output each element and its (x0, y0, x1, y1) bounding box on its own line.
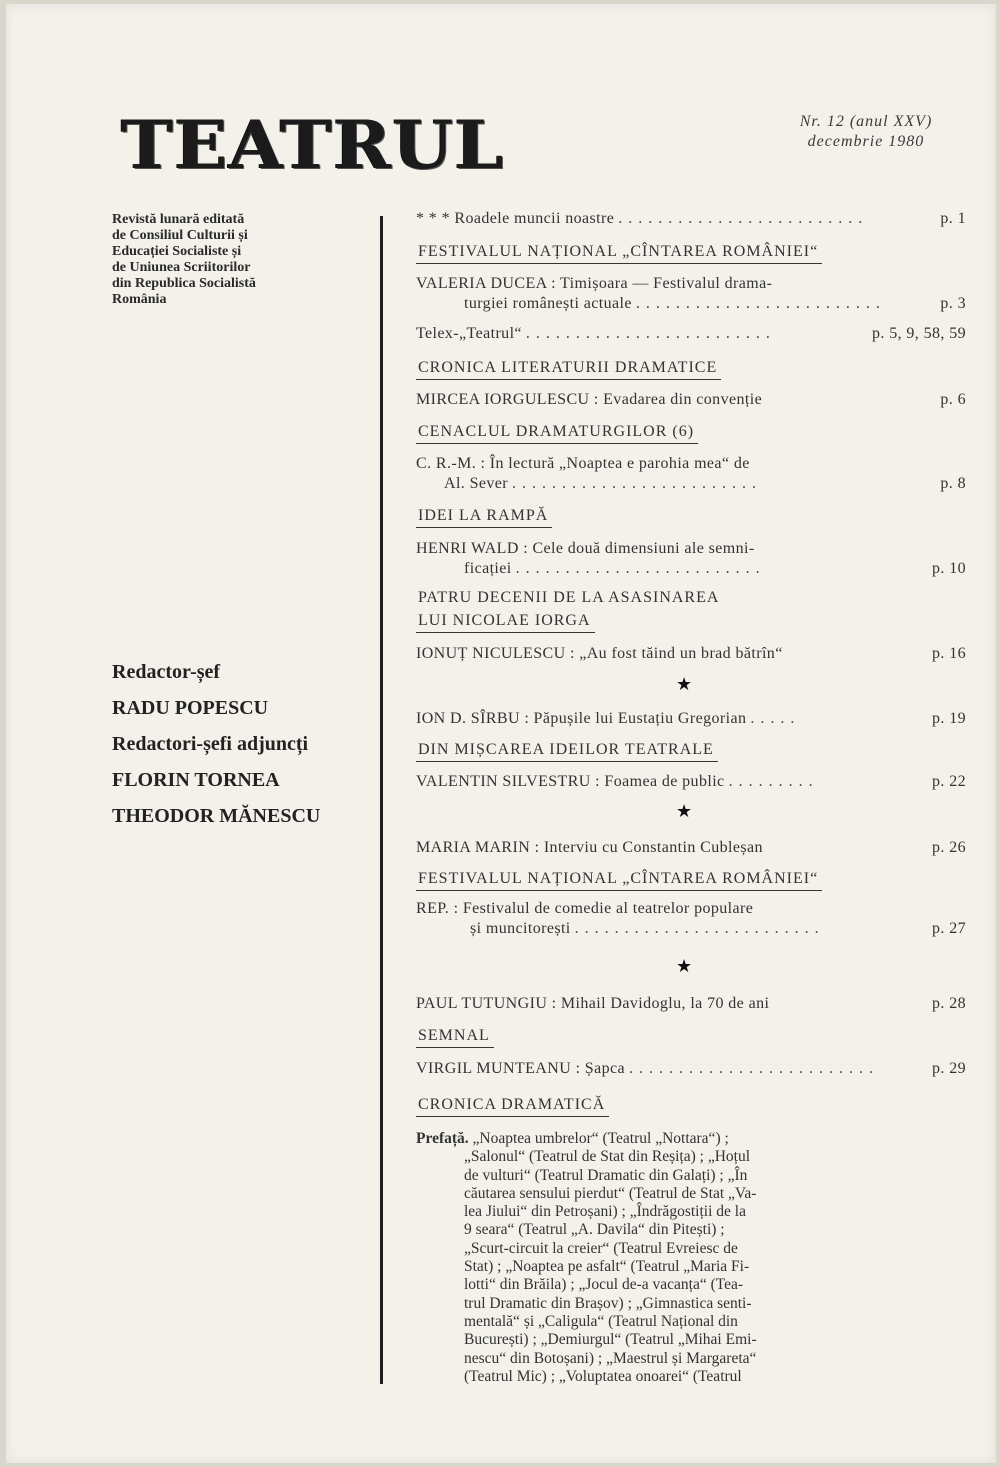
preface-line: „Noaptea umbrelor“ (Teatrul „Nottara“) ; (472, 1130, 729, 1147)
magazine-page (6, 4, 996, 1463)
preface-paragraph (416, 1130, 906, 1386)
issue-info (751, 112, 981, 152)
toc-entry[interactable]: MARIA MARIN : Interviu cu Constantin Cubleșan p. 26 (416, 839, 966, 856)
preface-line: (Teatrul Mic) ; „Voluptatea onoarei“ (Teatrul (464, 1367, 742, 1385)
publisher-line: de Uniunea Scriitorilor (112, 260, 251, 275)
issue-number: Nr. 12 (anul XXV) (799, 113, 933, 130)
section-heading: SEMNAL (416, 1026, 494, 1048)
section-heading: CRONICA DRAMATICĂ (416, 1095, 609, 1117)
publisher-block (112, 212, 357, 308)
publisher-line: Educației Socialiste și (112, 244, 242, 259)
section-heading: IDEI LA RAMPĂ (416, 506, 552, 528)
publisher-line: din Republica Socialistă (112, 276, 256, 291)
toc-entry[interactable]: HENRI WALD : Cele două dimensiuni ale semni- ficației ......................... p. 10 (416, 540, 966, 577)
preface-line: lea Jiului“ din Petroșani) ; „Îndrăgostiții de la (464, 1203, 746, 1221)
preface-line: București) ; „Demiurgul“ (Teatrul „Mihai Emi- (464, 1331, 757, 1349)
star-separator: ★ (676, 674, 693, 694)
toc-entry[interactable]: ION D. SÎRBU : Păpușile lui Eustațiu Gregorian ..... p. 19 (416, 710, 966, 727)
preface-label: Prefață. (416, 1130, 469, 1147)
preface-line: de vulturi“ (Teatrul Dramatic din Galați) ; „În (464, 1166, 748, 1184)
publisher-line: de Consiliul Culturii și (112, 228, 248, 243)
staff-role: Redactori-șefi adjuncți (112, 733, 309, 755)
section-heading: FESTIVALUL NAȚIONAL „CÎNTAREA ROMÂNIEI“ (416, 869, 822, 891)
column-divider (380, 216, 383, 1384)
toc-entry[interactable]: * * * Roadele muncii noastre ......................... p. 1 (416, 210, 966, 227)
section-heading: PATRU DECENII DE LA ASASINAREA (418, 589, 720, 606)
toc-entry[interactable]: IONUȚ NICULESCU : „Au fost tăind un brad bătrîn“ p. 16 (416, 645, 966, 662)
toc-entry[interactable]: VALERIA DUCEA : Timișoara — Festivalul drama- turgiei românești actuale ......................... p. 3 (416, 275, 966, 312)
masthead-title: TEATRUL (121, 105, 505, 185)
preface-line: nescu“ din Botoșani) ; „Maestrul și Margareta“ (464, 1349, 757, 1367)
section-heading: CENACLUL DRAMATURGILOR (6) (416, 422, 698, 444)
star-separator: ★ (676, 956, 693, 976)
publisher-line: Revistă lunară editată (112, 212, 245, 227)
section-heading: DIN MIȘCAREA IDEILOR TEATRALE (416, 740, 718, 762)
staff-name: FLORIN TORNEA (112, 769, 280, 791)
section-heading: LUI NICOLAE IORGA (416, 611, 595, 633)
preface-line: trul Dramatic din Brașov) ; „Gimnastica senti- (464, 1294, 752, 1312)
section-heading: CRONICA LITERATURII DRAMATICE (416, 358, 721, 380)
toc-entry[interactable]: C. R.-M. : În lectură „Noaptea e parohia mea“ de Al. Sever ......................... p. 8 (416, 455, 966, 492)
staff-name: RADU POPESCU (112, 697, 269, 719)
preface-line: „Salonul“ (Teatrul de Stat din Reșița) ; „Hoțul (464, 1148, 751, 1166)
toc-entry[interactable]: MIRCEA IORGULESCU : Evadarea din convenție p. 6 (416, 391, 966, 408)
preface-line: 9 seara“ (Teatrul „A. Davila“ din Pitești) ; (464, 1221, 725, 1239)
toc-entry[interactable]: VALENTIN SILVESTRU : Foamea de public ......... p. 22 (416, 773, 966, 790)
preface-line: mentală“ și „Caligula“ (Teatrul Național din (464, 1312, 738, 1330)
preface-line: căutarea sensului pierdut“ (Teatrul de Stat „Va- (464, 1184, 757, 1202)
publisher-line: România (112, 292, 167, 307)
preface-line: „Scurt-circuit la creier“ (Teatrul Evreiesc de (464, 1239, 738, 1257)
toc-entry[interactable]: REP. : Festivalul de comedie al teatrelor populare și muncitorești ......................... p. 27 (416, 900, 966, 937)
toc-entry[interactable]: VIRGIL MUNTEANU : Șapca ......................... p. 29 (416, 1060, 966, 1077)
star-separator: ★ (676, 801, 693, 821)
toc-entry[interactable]: PAUL TUTUNGIU : Mihail Davidoglu, la 70 de ani p. 28 (416, 995, 966, 1012)
issue-date: decembrie 1980 (807, 133, 925, 150)
toc-entry[interactable]: Telex-„Teatrul“ ......................... p. 5, 9, 58, 59 (416, 325, 966, 342)
editorial-staff (112, 654, 372, 834)
preface-line: lotti“ din Brăila) ; „Jocul de-a vacanța“ (Tea- (464, 1276, 744, 1294)
section-heading: FESTIVALUL NAȚIONAL „CÎNTAREA ROMÂNIEI“ (416, 242, 822, 264)
staff-name: THEODOR MĂNESCU (112, 805, 321, 827)
staff-role: Redactor-șef (112, 661, 221, 683)
preface-line: Stat) ; „Noaptea pe asfalt“ (Teatrul „Maria Fi- (464, 1258, 750, 1276)
